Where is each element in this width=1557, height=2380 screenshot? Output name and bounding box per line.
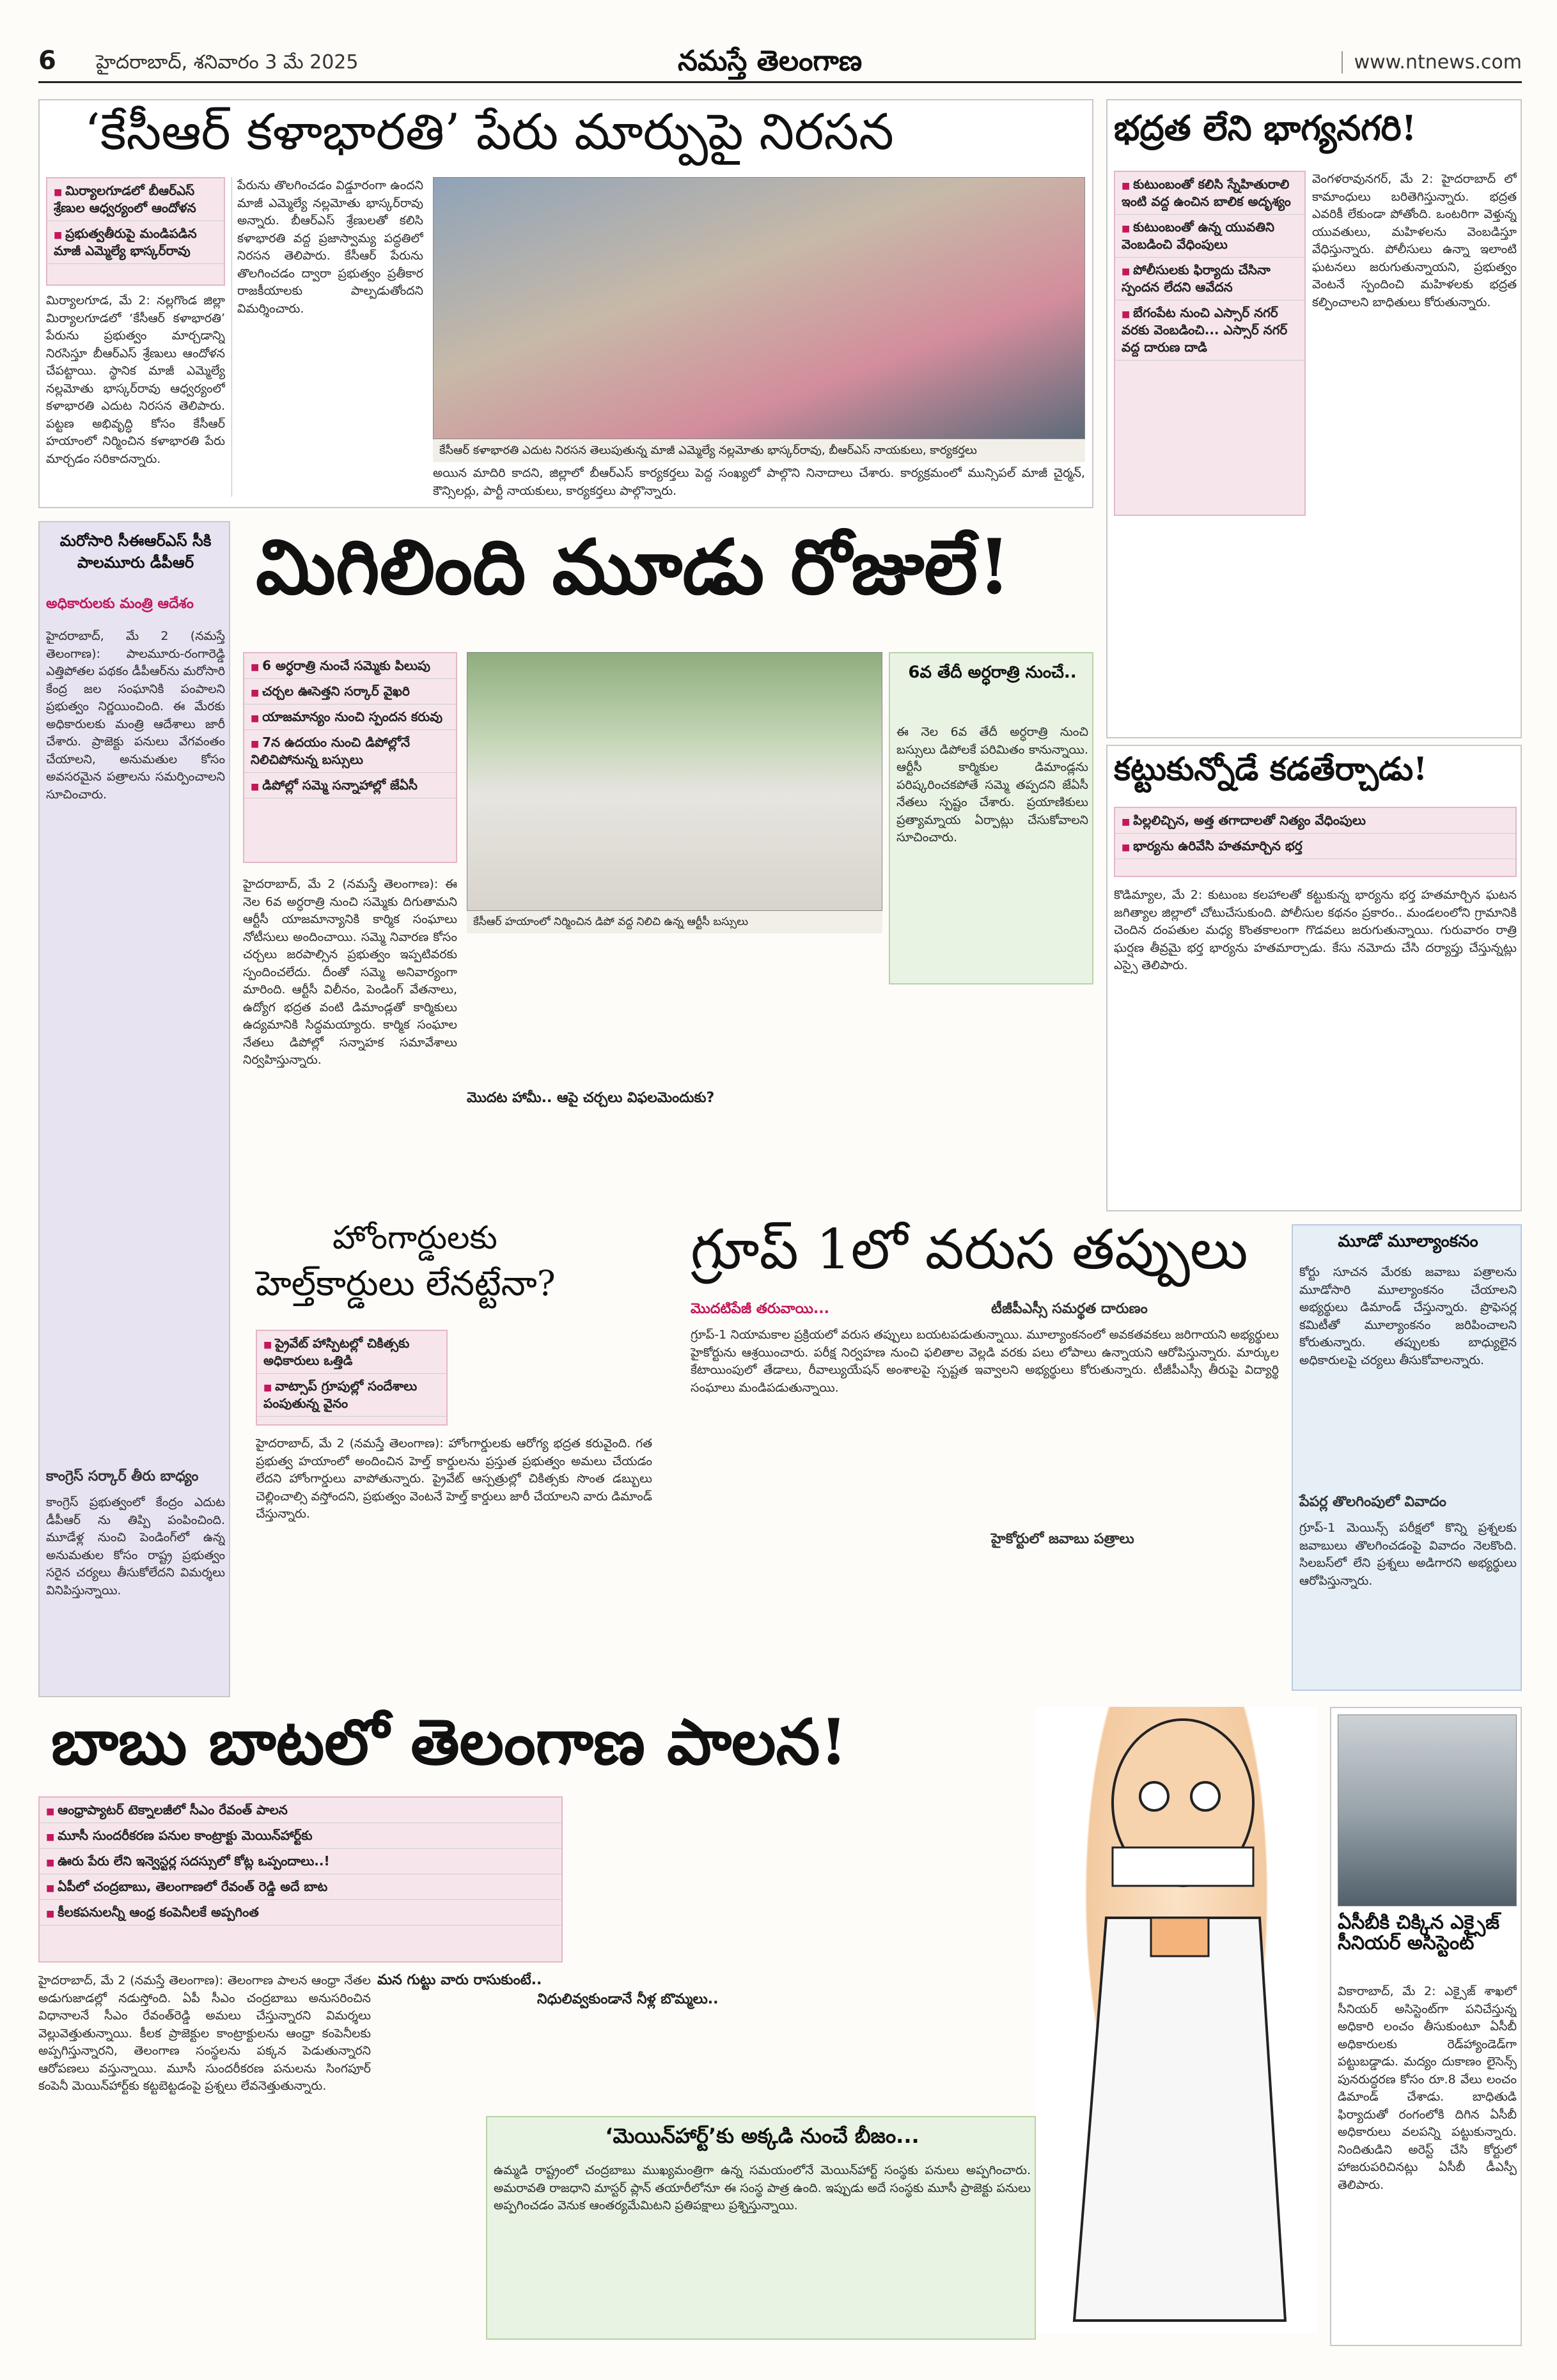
story-headline: కట్టుకున్నోడే కడతేర్చాడు!: [1114, 750, 1428, 788]
bullet-item: ■ బేగంపేట నుంచి ఎస్సార్ నగర్ వరకు వెంబడించి... ఎస్సార్ నగర్ వద్ద దారుణ దాడి: [1115, 300, 1304, 361]
bullet-item: ■ కీలకపనులన్నీ ఆంధ్ర కంపెనీలకే అప్పగింత: [40, 1900, 561, 1925]
bullet-item: ■ ప్రభుత్వతీరుపై మండిపడిన మాజీ ఎమ్మెల్యే భాస్కర్‌రావు: [47, 221, 224, 264]
bullet-item: ■ యాజమాన్యం నుంచి స్పందన కరువు: [244, 704, 456, 730]
story-bullets: [1114, 807, 1517, 877]
story-body: వెంగళరావునగర్, మే 2: హైదరాబాద్ లో కామాంధులు బరితెగిస్తున్నారు. భద్రత ఎవరికీ లేకుండా పోతోంది. ఒంటరిగా వెళ్తున్న యువతులు, మహిళలను వెంబడిస్తూ వేధిస్తున్నారు. పోలీసులు ఉన్నా ఇలాంటి ఘటనలు జరుగుతున్నాయని, ప్రభుత్వం వెంటనే స్పందించి మహిళలకు భద్రత కల్పించాలని బాధితులు కోరుతున్నారు.: [1312, 172, 1517, 309]
story-body: గ్రూప్-1 నియామకాల ప్రక్రియలో వరుస తప్పులు బయటపడుతున్నాయి. మూల్యాంకనంలో అవకతవకలు జరిగాయని అభ్యర్థులు హైకోర్టును ఆశ్రయించారు. పరీక్ష నిర్వహణ నుంచి ఫలితాల వెల్లడి వరకు పలు లోపాలు ఉన్నాయని ఆరోపిస్తున్నారు. మార్కుల కేటాయింపులో తేడాలు, రీవాల్యుయేషన్ అంశాలపై స్పష్టత ఇవ్వాలని అభ్యర్థులు కోరుతున్నారు. టీజీపీఎస్సీ తీరుపై విద్యార్థి సంఘాలు మండిపడుతున్నాయి.: [691, 1328, 1279, 1395]
story-body-col2: పేరును తొలగించడం విడ్డూరంగా ఉందని మాజీ ఎమ్మెల్యే నల్లమోతు భాస్కర్‌రావు అన్నారు. బీఆర్ఎస్ శ్రేణులతో కలిసి కళాభారతి వద్ద ప్రజాస్వామ్య పద్ధతిలో నిరసన తెలిపారు. కేసీఆర్ పేరును తొలగించడం ద్వారా ప్రభుత్వం ప్రతీకార రాజకీయాలకు పాల్పడుతోందని విమర్శించారు.: [231, 177, 423, 497]
sidebox-body: హైదరాబాద్, మే 2 (నమస్తే తెలంగాణ): పాలమూరు-రంగారెడ్డి ఎత్తిపోతల పథకం డీపీఆర్‌ను మరోసారి కేంద్ర జల సంఘానికి పంపాలని ప్రభుత్వం నిర్ణయించింది. ఈ మేరకు అధికారులకు మంత్రి ఆదేశాలు జారీ చేశారు. ప్రాజెక్టు పనులు వేగవంతం చేయాలని, అనుమతుల కోసం అవసరమైన పత్రాలను సమర్పించాలని సూచించారు.: [46, 629, 225, 802]
sidebox-body2: గ్రూప్-1 మెయిన్స్ పరీక్షలో కొన్ని ప్రశ్నలకు జవాబులు తొలగించడంపై వివాదం నెలకొంది. సిలబస్‌లో లేని ప్రశ్నలు అడిగారని అభ్యర్థులు ఆరోపిస్తున్నారు.: [1299, 1521, 1517, 1588]
sidebox-subhead: కాంగ్రెస్ సర్కార్ తీరు బాధ్యం: [46, 1468, 199, 1484]
bullet-item: ■ పోలీసులకు ఫిర్యాదు చేసినా స్పందన లేదని ఆవేదన: [1115, 258, 1304, 300]
bullet-item: ■ వాట్సాప్ గ్రూపుల్లో సందేశాలు పంపుతున్న వైనం: [257, 1374, 446, 1417]
sidebox-body2: కాంగ్రెస్ ప్రభుత్వంలో కేంద్రం ఎదుట డీపీఆర్ ను తిప్పి పంపించింది. మూడేళ్ల నుంచి పెండింగ్‌లో ఉన్న అనుమతుల కోసం రాష్ట్ర ప్రభుత్వం సరైన చర్యలు తీసుకోలేదని విమర్శలు వినిపిస్తున్నాయి.: [46, 1495, 225, 1598]
caricature-drawing: [1036, 1707, 1317, 2333]
sidebox-subhead: పేపర్ల తొలగింపులో వివాదం: [1299, 1494, 1446, 1510]
photo-caption: కేసీఆర్ కళాభారతి ఎదుట నిరసన తెలుపుతున్న మాజీ ఎమ్మెల్యే నల్లమోతు భాస్కర్‌రావు, బీఆర్ఎస్ నాయకులు, కార్యకర్తలు: [433, 439, 1085, 462]
story-acb: [1330, 1707, 1522, 2346]
sidebox-third-evaluation: [1292, 1224, 1522, 1691]
story-subhead: మొదట హామీ.. ఆపై చర్చలు విఫలమెందుకు?: [467, 1090, 715, 1106]
bullet-item: ■ 6 అర్ధరాత్రి నుంచే సమ్మెకు పిలుపు: [244, 653, 456, 679]
newspaper-brand: నమస్తే తెలంగాణ: [678, 45, 863, 77]
story-body: కొడిమ్యాల, మే 2: కుటుంబ కలహాలతో కట్టుకున్న భార్యను భర్త హతమార్చిన ఘటన జగిత్యాల జిల్లాలో చోటుచేసుకుంది. పోలీసుల కథనం ప్రకారం.. మండలంలోని గ్రామానికి చెందిన దంపతుల మధ్య కొంతకాలంగా గొడవలు జరుగుతున్నాయి. గురువారం రాత్రి ఘర్షణ తీవ్రమై భర్త భార్యను హతమార్చాడు. కేసు నమోదు చేసి దర్యాప్తు చేస్తున్నట్లు ఎస్సై తెలిపారు.: [1114, 888, 1517, 973]
bullet-item: ■ ఏపీలో చంద్రబాబు, తెలంగాణలో రేవంత్ రెడ్డి అదే బాట: [40, 1874, 561, 1900]
sidebox-title: మూడో మూల్యాంకనం: [1338, 1232, 1478, 1251]
story-subhead: మొదటిపేజీ తరువాయి...: [691, 1301, 829, 1317]
sidebox-title: మరోసారి సీఈఆర్ఎస్ సీకి పాలమూరు డీపీఆర్: [59, 532, 212, 572]
story-subhead: టీజీపీఎస్సీ సమర్థత దారుణం: [991, 1301, 1148, 1317]
bullet-item: ■ మిర్యాలగూడలో బీఆర్ఎస్ శ్రేణుల ఆధ్వర్యంలో ఆందోళన: [47, 178, 224, 221]
masthead: [38, 45, 1522, 83]
story-bullets: [256, 1330, 448, 1426]
story-subhead: మన గుట్టు వారు రాసుకుంటే..: [377, 1972, 542, 1988]
bullet-item: ■ 7న ఉదయం నుంచి డిపోల్లోనే నిలిచిపోనున్న బస్సులు: [244, 730, 456, 773]
story-group1: [665, 1211, 1522, 1697]
story-body: హైదరాబాద్, మే 2 (నమస్తే తెలంగాణ): హోంగార్డులకు ఆరోగ్య భద్రత కరువైంది. గత ప్రభుత్వ హయాంలో అందించిన హెల్త్ కార్డులను ప్రస్తుత ప్రభుత్వం అమలు చేయడం లేదని హోంగార్డులు వాపోతున్నారు. ప్రైవేట్ ఆస్పత్రుల్లో చికిత్సకు సొంత డబ్బులు చెల్లించాల్సి వస్తోందని, ప్రభుత్వం వెంటనే హెల్త్ కార్డులు జారీ చేయాలని వారు డిమాండ్ చేస్తున్నారు.: [256, 1436, 652, 1521]
highlight-box: [486, 2116, 1036, 2340]
photo-caption: కేసీఆర్ హయాంలో నిర్మించిన డిపో వద్ద నిలిచి ఉన్న ఆర్టీసీ బస్సులు: [467, 911, 882, 933]
story-subhead: నిధులివ్వకుండానే నీళ్ల బొమ్మలు..: [537, 1991, 719, 2007]
sidebar-palamuru-dpr: [38, 521, 230, 1697]
bullet-item: ■ మూసీ సుందరీకరణ పనుల కాంట్రాక్టు మెయిన్‌హార్ట్‌కు: [40, 1823, 561, 1849]
sidebox-bullet: అధికారులకు మంత్రి ఆదేశం: [46, 596, 194, 612]
story-headline: గ్రూప్ 1లో వరుస తప్పులు: [691, 1218, 1248, 1282]
story-babu-path: [38, 1707, 1320, 2346]
bullet-item: ■ కుటుంబంతో ఉన్న యువతిని వెంబడించి వేధింపులు: [1115, 215, 1304, 258]
highlight-box-title: 6వ తేదీ అర్ధరాత్రి నుంచే..: [908, 663, 1077, 682]
highlight-box: [889, 652, 1093, 984]
story-subhead: హైకోర్టులో జవాబు పత్రాలు: [991, 1531, 1134, 1547]
story-headline: మిగిలింది మూడు రోజులే!: [256, 522, 1011, 611]
story-rtc-strike: [243, 521, 1093, 1211]
bus-depot-photo: [467, 652, 882, 911]
bullet-item: ■ పిల్లలిచ్చిన, అత్త తగాదాలతో నిత్యం వేధింపులు: [1115, 808, 1515, 834]
bullet-item: ■ ప్రైవేట్ హాస్పిటల్లో చికిత్సకు అధికారులు ఒత్తిడి: [257, 1331, 446, 1374]
bullet-item: ■ ఆంధ్రాప్యాటర్ టెక్నాలజీలో సీఎం రేవంత్ పాలన: [40, 1798, 561, 1823]
cartoon-illustration: [1036, 1707, 1317, 2333]
bullet-item: ■ చర్చల ఊసెత్తని సర్కార్ వైఖరి: [244, 679, 456, 704]
bullet-item: ■ భార్యను ఉరివేసి హతమార్చిన భర్త: [1115, 834, 1515, 859]
story-bullets: [243, 652, 457, 863]
website-link[interactable]: www.ntnews.com: [1342, 51, 1522, 74]
story-headline: భద్రత లేని భాగ్యనగరి!: [1114, 107, 1417, 148]
page-number: 6: [38, 46, 56, 75]
protest-photo: [433, 177, 1085, 439]
highlight-box-title: ‘మెయిన్‌హార్ట్’కు అక్కడి నుంచే బీజం...: [605, 2124, 919, 2148]
story-bhagyanagari: [1106, 99, 1522, 738]
story-body: హైదరాబాద్, మే 2 (నమస్తే తెలంగాణ): తెలంగాణ పాలన ఆంధ్రా నేతల అడుగుజాడల్లో నడుస్తోంది. ఏపీ సీఎం చంద్రబాబు అనుసరించిన విధానాలనే సీఎం రేవంత్‌రెడ్డి అమలు చేస్తున్నారని విమర్శలు వెల్లువెత్తుతున్నాయి. కీలక ప్రాజెక్టుల కాంట్రాక్టులను ఆంధ్రా కంపెనీలకు అప్పగిస్తున్నారని, తెలంగాణ సంస్థలను పక్కన పెడుతున్నారని ఆరోపణలు వస్తున్నాయి. మూసీ సుందరీకరణ పనులను సింగపూర్ కంపెనీ మెయిన్‌హార్ట్‌కు కట్టబెట్టడంపై ప్రశ్నలు లేవనెత్తుతున్నారు.: [38, 1973, 371, 2094]
story-body: హైదరాబాద్, మే 2 (నమస్తే తెలంగాణ): ఈ నెల 6వ అర్ధరాత్రి నుంచి సమ్మెకు దిగుతామని ఆర్టీసీ యాజమాన్యానికి కార్మిక సంఘాలు నోటీసులు అందించాయి. సమ్మె నివారణ కోసం చర్చలు జరపాల్సిన ప్రభుత్వం ఇప్పటివరకు స్పందించలేదు. దీంతో సమ్మె అనివార్యంగా మారింది. ఆర్టీసీ విలీనం, పెండింగ్ వేతనాలు, ఉద్యోగ భద్రత వంటి డిమాండ్లతో కార్మికులు ఉద్యమానికి సిద్ధమయ్యారు. కార్మిక సంఘాల నేతలు డిపోల్లో సన్నాహక సమావేశాలు నిర్వహిస్తున్నారు.: [243, 877, 457, 1068]
date-line: హైదరాబాద్, శనివారం 3 మే 2025: [96, 51, 359, 74]
accused-photo: [1338, 1715, 1517, 1906]
story-homeguards: [243, 1211, 659, 1697]
story-body-col1: మిర్యాలగూడ, మే 2: నల్లగొండ జిల్లా మిర్యాలగూడలో ‘కేసీఆర్ కళాభారతి’ పేరును ప్రభుత్వం మార్చడాన్ని నిరసిస్తూ బీఆర్ఎస్ శ్రేణులు ఆందోళన చేపట్టాయి. స్థానిక మాజీ ఎమ్మెల్యే నల్లమోతు భాస్కర్‌రావు ఆధ్వర్యంలో కళాభారతి ఎదుట నిరసన తెలిపారు. పట్టణ అభివృద్ధి కోసం కేసీఆర్ హయాంలో నిర్మించిన కళాభారతి పేరు మార్చడం సరికాదన్నారు.: [46, 293, 225, 466]
story-bullets: [38, 1796, 563, 1963]
sidebox-body: కోర్టు సూచన మేరకు జవాబు పత్రాలను మూడోసారి మూల్యాంకనం చేయాలని అభ్యర్థులు డిమాండ్ చేస్తున్నారు. ప్రొఫెసర్ల కమిటీతో మూల్యాంకనం జరిపించాలని కోరుతున్నారు. తప్పులకు బాధ్యులైన అధికారులపై చర్యలు తీసుకోవాలన్నారు.: [1299, 1265, 1517, 1367]
story-headline: ఏసీబీకి చిక్కిన ఎక్సైజ్ సీనియర్ అసిస్టెంట్: [1338, 1911, 1499, 1954]
story-headline: ‘కేసీఆర్ కళాభారతి’ పేరు మార్పుపై నిరసన: [84, 104, 894, 161]
bullet-item: ■ డిపోల్లో సమ్మె సన్నాహాల్లో జేఏసీ: [244, 773, 456, 798]
story-headline-line1: హోంగార్డులకు: [333, 1219, 497, 1256]
bullet-item: ■ ఊరు పేరు లేని ఇన్వెస్టర్ల సదస్సులో కోట్ల ఒప్పందాలు..!: [40, 1849, 561, 1874]
story-body-bottom: అయిన మాదిరి కాదని, జిల్లాలో బీఆర్ఎస్ కార్యకర్తలు పెద్ద సంఖ్యలో పాల్గొని నినాదాలు చేశారు. కార్యక్రమంలో మున్సిపల్ మాజీ చైర్మన్, కౌన్సిలర్లు, పార్టీ నాయకులు, కార్యకర్తలు పాల్గొన్నారు.: [433, 466, 1085, 498]
story-bullets: [1114, 171, 1306, 516]
story-headline-line2: హెల్త్‌కార్డులు లేనట్టేనా?: [256, 1263, 556, 1303]
story-body: వికారాబాద్, మే 2: ఎక్సైజ్ శాఖలో సీనియర్ అసిస్టెంట్‌గా పనిచేస్తున్న అధికారి లంచం తీసుకుంటూ ఏసీబీ అధికారులకు రెడ్‌హ్యాండెడ్‌గా పట్టుబడ్డాడు. మద్యం దుకాణం లైసెన్స్ పునరుద్ధరణ కోసం రూ.8 వేలు లంచం డిమాండ్ చేశాడు. బాధితుడి ఫిర్యాదుతో రంగంలోకి దిగిన ఏసీబీ అధికారులు వలపన్ని పట్టుకున్నారు. నిందితుడిని అరెస్ట్ చేసి కోర్టులో హాజరుపరిచినట్లు ఏసీబీ డీఎస్పీ తెలిపారు.: [1338, 1984, 1517, 2193]
bullet-item: ■ కుటుంబంతో కలిసి స్నేహితురాలి ఇంటి వద్ద ఉంచిన బాలిక అదృశ్యం: [1115, 172, 1304, 215]
highlight-box-body: ఈ నెల 6వ తేదీ అర్ధరాత్రి నుంచి బస్సులు డిపోలకే పరిమితం కానున్నాయి. ఆర్టీసీ కార్మికుల డిమాండ్లను పరిష్కరించకపోతే సమ్మె తప్పదని జేఏసీ నేతలు స్పష్టం చేశారు. ప్రయాణికులు ప్రత్యామ్నాయ ఏర్పాట్లు చేసుకోవాలని సూచించారు.: [896, 725, 1088, 845]
story-headline: బాబు బాటలో తెలంగాణ పాలన!: [51, 1706, 848, 1779]
story-bullets: [46, 177, 225, 286]
story-kcr-kalabharathi: [38, 99, 1093, 508]
story-murder: [1106, 745, 1522, 1211]
highlight-box-body: ఉమ్మడి రాష్ట్రంలో చంద్రబాబు ముఖ్యమంత్రిగా ఉన్న సమయంలోనే మెయిన్‌హార్ట్ సంస్థకు పనులు అప్పగించారు. అమరావతి రాజధాని మాస్టర్ ప్లాన్ తయారీలోనూ ఈ సంస్థ పాత్ర ఉంది. ఇప్పుడు అదే సంస్థకు మూసీ ప్రాజెక్టు పనులు అప్పగించడం వెనుక ఆంతర్యమేమిటని ప్రతిపక్షాలు ప్రశ్నిస్తున్నాయి.: [494, 2163, 1031, 2213]
